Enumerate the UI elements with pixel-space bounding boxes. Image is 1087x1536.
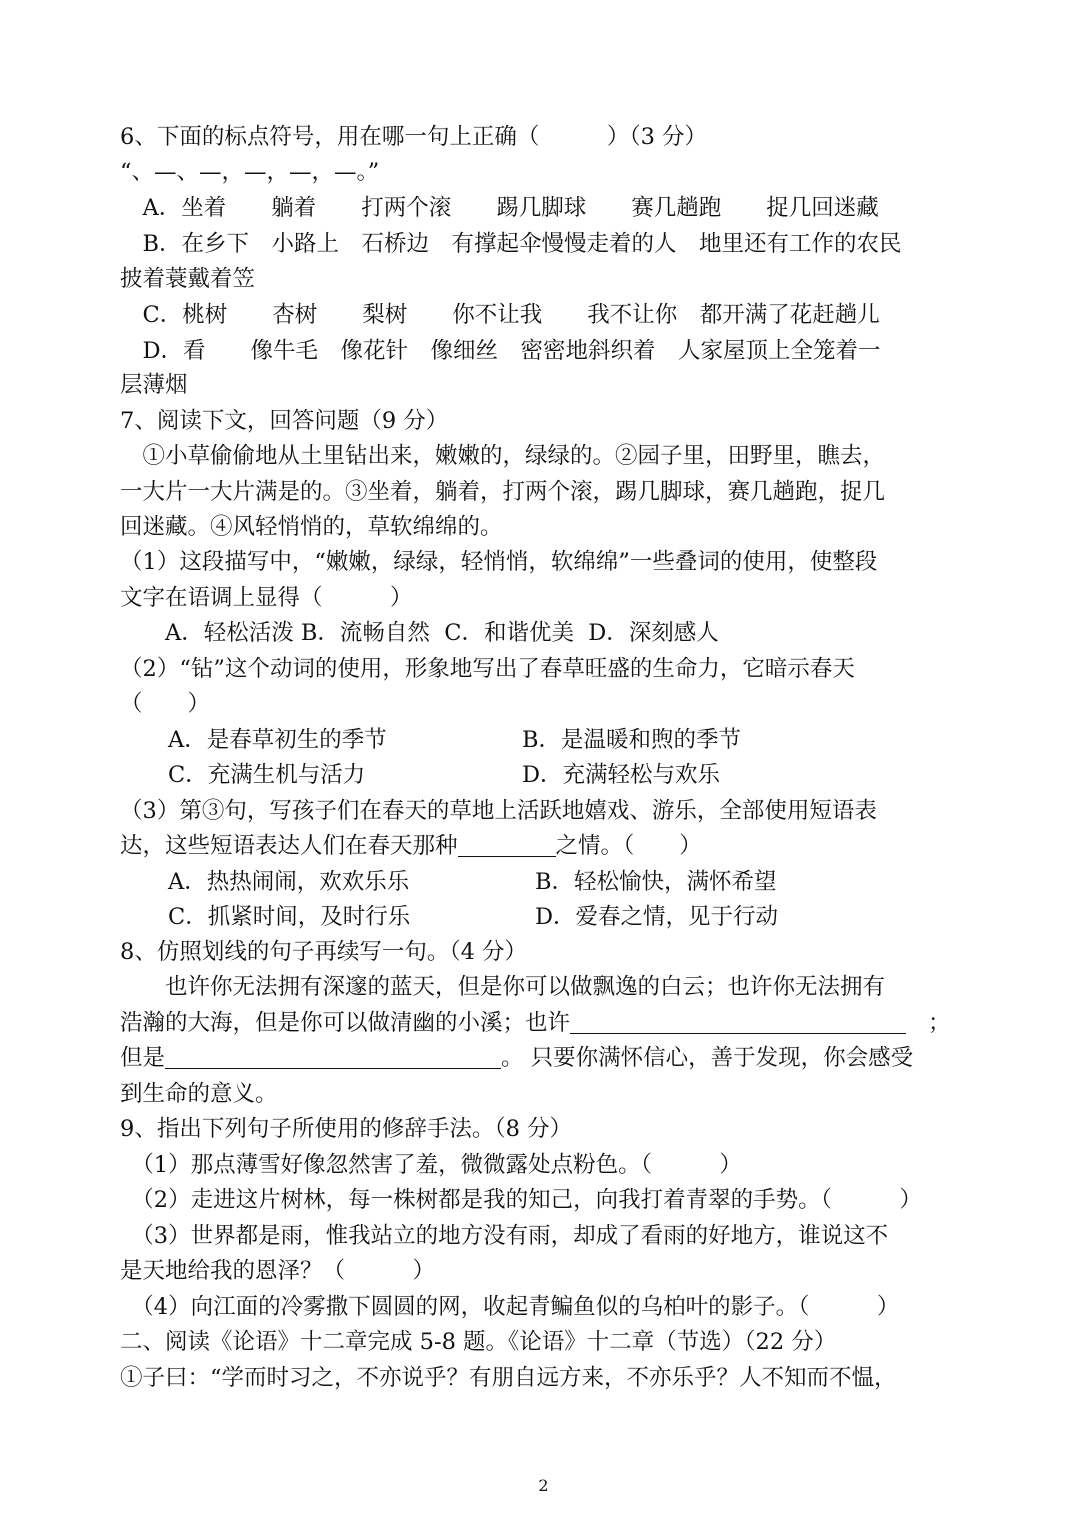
q7-sub2-option-d: D．充满轻松与欢乐: [522, 762, 721, 788]
q9-item4: （4）向江面的冷雾撒下圆圆的网，收起青鳊鱼似的乌柏叶的影子。（ ）: [120, 1294, 900, 1320]
q7-sub3-line2: [120, 831, 702, 861]
q6-marks: “、—、—，—，—，—。”: [120, 159, 380, 185]
q9-item1: （1）那点薄雪好像忽然害了羞，微微露处点粉色。（ ）: [120, 1152, 742, 1178]
q6-option-b-line2: 披着蓑戴着笠: [120, 266, 256, 292]
q6-option-a: A．坐着 躺着 打两个滚 踢几脚球 赛几趟跑 捉几回迷藏: [120, 195, 879, 221]
q7-passage-line1: ①小草偷偷地从土里钻出来，嫩嫩的，绿绿的。②园子里，田野里，瞧去，: [120, 443, 886, 469]
q7-sub2-option-a: A．是春草初生的季节: [168, 727, 387, 753]
q9-item3-line2: 是天地给我的恩泽？（ ）: [120, 1258, 436, 1284]
q7-sub1-line1: （1）这段描写中，“嫩嫩，绿绿，轻悄悄，软绵绵”一些叠词的使用，使整段: [120, 549, 878, 575]
q7-sub3-text-before: 达，这些短语表达人们在春天那种: [120, 833, 458, 859]
q7-passage-line3: 回迷藏。④风轻悄悄的，草软绵绵的。: [120, 514, 503, 540]
q7-sub2-option-b: B．是温暖和煦的季节: [522, 727, 742, 753]
q7-sub3-answer-blank[interactable]: [458, 834, 556, 857]
q8-line4: 到生命的意义。: [120, 1081, 278, 1107]
q8-line1: 也许你无法拥有深邃的蓝天，但是你可以做飘逸的白云；也许你无法拥有: [120, 974, 886, 1000]
q7-title: 7、阅读下文，回答问题（9 分）: [120, 408, 449, 434]
q8-line2-text: 浩瀚的大海，但是你可以做清幽的小溪；也许: [120, 1010, 571, 1036]
q8-answer-blank-1[interactable]: [570, 1011, 906, 1034]
q7-sub2-line2: （ ）: [120, 691, 211, 717]
q6-option-c: C．桃树 杏树 梨树 你不让我 我不让你 都开满了花赶趟儿: [120, 302, 880, 328]
q8-line2-semicolon: ；: [928, 1010, 951, 1036]
q9-item2: （2）走进这片树林，每一株树都是我的知己，向我打着青翠的手势。（ ）: [120, 1187, 922, 1213]
q7-passage-line2: 一大片一大片满是的。③坐着，躺着，打两个滚，踢几脚球，赛几趟跑，捉几: [120, 479, 886, 505]
q7-sub3-option-d: D．爱春之情，见于行动: [535, 904, 779, 930]
section2-title: 二、阅读《论语》十二章完成 5-8 题。《论语》十二章（节选）（22 分）: [120, 1329, 837, 1355]
q7-sub2-line1: （2）“钻”这个动词的使用，形象地写出了春草旺盛的生命力，它暗示春天: [120, 656, 855, 682]
q6-option-b-line1: B．在乡下 小路上 石桥边 有撑起伞慢慢走着的人 地里还有工作的农民: [120, 231, 902, 257]
q6-title: 6、下面的标点符号，用在哪一句上正确（ ）（3 分）: [120, 124, 708, 150]
page-number: 2: [538, 1476, 549, 1495]
q7-sub3-text-after: 之情。（ ）: [555, 833, 702, 859]
q8-line2: [120, 1008, 951, 1038]
q8-title: 8、仿照划线的句子再续写一句。（4 分）: [120, 939, 528, 965]
q9-item3-line1: （3）世界都是雨，惟我站立的地方没有雨，却成了看雨的好地方，谁说这不: [120, 1223, 889, 1249]
q7-sub3-option-a: A．热热闹闹，欢欢乐乐: [168, 869, 410, 895]
q7-sub2-option-c: C．充满生机与活力: [168, 762, 366, 788]
q7-sub3-option-c: C．抓紧时间，及时行乐: [168, 904, 411, 930]
q8-answer-blank-2[interactable]: [165, 1046, 501, 1069]
q7-sub3-line1: （3）第③句，写孩子们在春天的草地上活跃地嬉戏、游乐，全部使用短语表: [120, 798, 877, 824]
q7-sub1-options: A．轻松活泼 B．流畅自然 C．和谐优美 D．深刻感人: [120, 620, 719, 646]
q7-sub1-line2: 文字在语调上显得（ ）: [120, 585, 413, 611]
section2-line1: ①子曰：“学而时习之，不亦说乎？有朋自远方来，不亦乐乎？人不知而不愠，: [120, 1365, 897, 1391]
q8-line3: [120, 1043, 913, 1073]
q6-option-d-line2: 层薄烟: [120, 372, 188, 398]
q6-option-d-line1: D．看 像牛毛 像花针 像细丝 密密地斜织着 人家屋顶上全笼着一: [120, 338, 881, 364]
q7-sub3-option-b: B．轻松愉快，满怀希望: [535, 869, 777, 895]
q8-line3-text-after: 。 只要你满怀信心，善于发现，你会感受: [501, 1045, 914, 1071]
q8-line3-text-before: 但是: [120, 1045, 166, 1071]
q9-title: 9、指出下列句子所使用的修辞手法。（8 分）: [120, 1116, 573, 1142]
